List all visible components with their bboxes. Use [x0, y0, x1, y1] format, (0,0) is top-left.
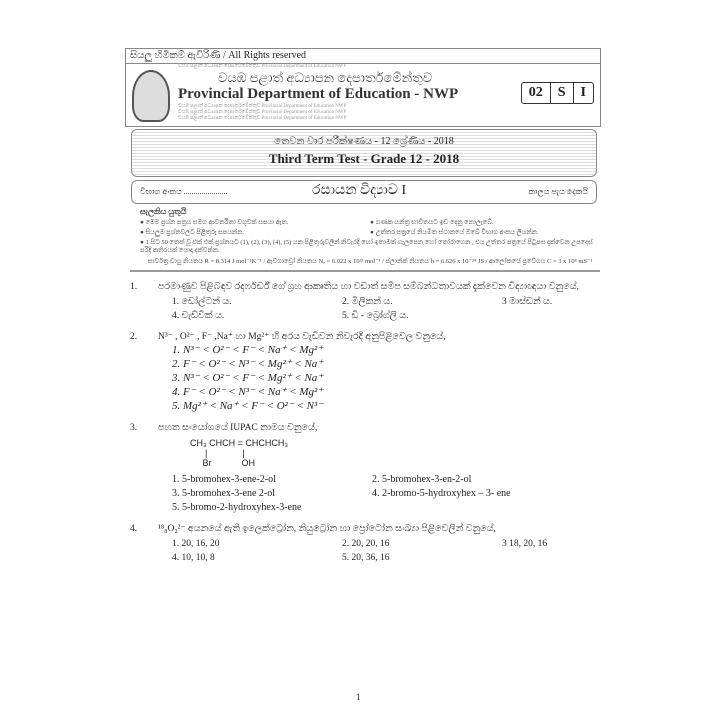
- instructions-heading: සැලකිය යුතුයි: [140, 207, 187, 216]
- rights-notice: සියලු හිමිකම් ඇවිරිණි / All Rights reserved: [125, 48, 601, 64]
- question-3: 3. පහත සංයෝගයේ IUPAC නාමය වනුයේ, CH₃ CHCH = CHCHCH₃ | | Br OH 1. 5-bromohex-3-ene-2-ol 2. 5-bromohex-3-en-2-ol 3. 5-bromohex-3-ene 2-ol 4. 2-bromo-5-hydroxyhex – 3- ene 5. 5-bromo-2-hydroxyhex-3-ene: [130, 422, 600, 514]
- option: 2. මිලිකන් ය.: [342, 297, 393, 307]
- option: 1. 20, 16, 20: [172, 539, 220, 549]
- option: 5. 5-bromo-2-hydroxyhex-3-ene: [172, 502, 302, 513]
- time-allowed: කාලය පැය දෙකයි: [528, 187, 588, 196]
- option: 2. 5-bromohex-3-en-2-ol: [372, 474, 472, 485]
- paper-code: [521, 82, 594, 104]
- question-4: 4. ¹⁸₈O₂²⁻ අයනයේ ඇති ඉලෙක්ට්‍රෝන, නියුට්‍රෝන හා ප්‍රෝටෝන සංඛ්‍යා පිළිවෙලින් වනුයේ, 1. 20, 16, 20 2. 20, 20, 16 3 18, 20, 16 4. 10, 10, 8 5. 20, 36, 16: [130, 523, 600, 564]
- question-text: ¹⁸₈O₂²⁻ අයනයේ ඇති ඉලෙක්ට්‍රෝන, නියුට්‍රෝන හා ප්‍රෝටෝන සංඛ්‍යා පිළිවෙලින් වනුයේ,: [158, 524, 496, 534]
- instruction: 1 සිට 50 තෙක් වූ එක් එක් ප්‍රශ්නයට (1), (2), (3), (4), (5) යන පිළිතුරුවලින් නිවැරදි හෝ ඉතාමත් ගැලපෙන හෝ තෝරාගෙන , එය උත්තර පත්‍රයේ පිටුපස දැක්වෙන උපදෙස් පරිදි කතිරයක් යොදා දක්වන්න.: [140, 239, 593, 254]
- option: 5. ඩි - බ්‍රෝග්ලි ය.: [342, 311, 409, 321]
- chemical-structure: CH₃ CHCH = CHCHCH₃ | | Br OH: [190, 438, 289, 468]
- code-part: S: [550, 83, 573, 103]
- term-title: Third Term Test - Grade 12 - 2018: [268, 151, 460, 166]
- instruction: උත්තර පත්‍රයේ නියමිත ස්ථානයේ ඔබේ විභාග අංකය ලියන්න.: [375, 229, 539, 236]
- code-part: 02: [528, 85, 543, 100]
- option: 4. F⁻ < O²⁻ < N³⁻ < Na⁺ < Mg²⁺: [172, 386, 324, 398]
- watermark: වයඹ පළාත් අධ්‍යාපන දෙපාර්තමේන්තුව Provincial Department of Education NWP: [178, 110, 347, 115]
- term-title-sinhala: තෙවන වාර පරීක්ෂණය - 12 ශ්‍රේණිය - 2018: [274, 136, 454, 147]
- index-number-field: විභාග අංකය ......................: [140, 187, 228, 196]
- option: 1. 5-bromohex-3-ene-2-ol: [172, 474, 276, 485]
- instructions: සැලකිය යුතුයි ● මෙම ප්‍රශ්න පත්‍රය සමග ආවර්තිතා වගුවක් සපයා ඇත. ● ගණක යන්ත්‍ර භාවිතයට ඉඩ දෙනු නොලැබේ. ● සියලුම ප්‍රශ්නවලට පිළිතුරු සපයන්න. ● උත්තර පත්‍රයේ නියමිත ස්ථානයේ ඔබේ විභාග අංකය ලියන්න. ● 1 සිට 50 තෙක් වූ එක් එක් ප්‍රශ්නයට (1), (2), (3), (4), (5) යන පිළිතුරුවලින් නිවැරදි හෝ ඉතාමත් ගැලපෙන හෝ තෝරාගෙන , එය උත්තර පත්‍රයේ පිටුපස දැක්වෙන උපදෙස් පරිදි කතිරයක් යොදා දක්වන්න. සාර්වත්‍ර වායු නියතය R = 8.314 J mol⁻¹K⁻¹ / ඇවගාඩ්‍රෝ නියතය Nₐ = 6.022 x 10²³ mol⁻¹ / ප්ලාන්ක් නියතය h = 6.626 x 10⁻³⁴ JS / ආලෝකයේ ප්‍රවේගය C = 3 x 10⁸ mS⁻¹: [130, 207, 600, 272]
- subject-box: [131, 180, 597, 204]
- instruction: ගණක යන්ත්‍ර භාවිතයට ඉඩ දෙනු නොලැබේ.: [375, 219, 494, 226]
- main-content: [130, 207, 600, 564]
- option: 1. ඩෝල්ටන් ය.: [172, 297, 232, 307]
- option: 3. 5-bromohex-3-ene 2-ol: [172, 488, 276, 499]
- department-title-sinhala: වයඹ පළාත් අධ්‍යාපන දෙපාර්තමේන්තුව: [218, 70, 433, 85]
- constants: සාර්වත්‍ර වායු නියතය R = 8.314 J mol⁻¹K⁻¹ / ඇවගාඩ්‍රෝ නියතය Nₐ = 6.022 x 10²³ mol⁻¹ / ප්ලාන්ක් නියතය h = 6.626 x 10⁻³⁴ JS / ආලෝකයේ ප්‍රවේගය C = 3 x 10⁸ mS⁻¹: [147, 258, 593, 265]
- code-part: I: [573, 83, 593, 103]
- option: 4. 2-bromo-5-hydroxyhex – 3- ene: [372, 488, 511, 499]
- header-titles: [178, 64, 498, 122]
- question-text: පහත සංයෝගයේ IUPAC නාමය වනුයේ,: [158, 423, 318, 433]
- watermark: වයඹ පළාත් අධ්‍යාපන දෙපාර්තමේන්තුව Provincial Department of Education NWP: [178, 64, 347, 69]
- instruction: සියලුම ප්‍රශ්නවලට පිළිතුරු සපයන්න.: [145, 229, 245, 236]
- question-2: 2. N³⁻ , O²⁻ , F⁻ ,Na⁺ හා Mg²⁺ හි අරය වැඩිවන නිවැරදි අනුපිළිවෙල වනුයේ, 1. N³⁻ < O²⁻ < F⁻ < Na⁺ < Mg²⁺ 2. F⁻ < O²⁻ < N³⁻ < Mg²⁺ < Na⁺ 3. N³⁻ < O²⁻ < F⁻ < Mg²⁺ < Na⁺ 4. F⁻ < O²⁻ < N³⁻ < Na⁺ < Mg²⁺ 5. Mg²⁺ < Na⁺ < F⁻ < O²⁻ < N³⁻: [130, 331, 600, 413]
- subject-name: රසායන විද්‍යාව I: [312, 183, 407, 198]
- header-banner: [125, 63, 601, 127]
- instruction: මෙම ප්‍රශ්න පත්‍රය සමග ආවර්තිතා වගුවක් සපයා ඇත.: [145, 219, 289, 226]
- option: 4. චැඩ්වික් ය.: [172, 311, 225, 321]
- department-title: Provincial Department of Education - NWP: [178, 86, 459, 102]
- option: 3. N³⁻ < O²⁻ < F⁻ < Mg²⁺ < Na⁺: [172, 372, 324, 384]
- question-1: 1. පරමාණුව පිළිබඳව රදර්ෆර්ඩ් ගේ ග්‍රහ ආකෘතිය හා වඩාත් සමීප සම්බන්ධතාවයක් දැක්වෙන විද්‍යාඥයා වනුයේ, 1. ඩෝල්ටන් ය. 2. මිලිකන් ය. 3 මාස්ඩන් ය. 4. චැඩ්වික් ය. 5. ඩි - බ්‍රෝග්ලි ය.: [130, 281, 600, 322]
- option: 2. 20, 20, 16: [342, 539, 390, 549]
- term-box: [131, 129, 597, 177]
- option: 5. Mg²⁺ < Na⁺ < F⁻ < O²⁻ < N³⁻: [172, 400, 324, 412]
- option: 5. 20, 36, 16: [342, 553, 390, 563]
- question-text: N³⁻ , O²⁻ , F⁻ ,Na⁺ හා Mg²⁺ හි අරය වැඩිවන නිවැරදි අනුපිළිවෙල වනුයේ,: [158, 332, 446, 342]
- page-number: 1: [356, 692, 361, 702]
- watermark: වයඹ පළාත් අධ්‍යාපන දෙපාර්තමේන්තුව Provincial Department of Education NWP: [178, 116, 347, 121]
- watermark: වයඹ පළාත් අධ්‍යාපන දෙපාර්තමේන්තුව Provincial Department of Education NWP: [178, 104, 347, 109]
- option: 2. F⁻ < O²⁻ < N³⁻ < Mg²⁺ < Na⁺: [172, 358, 324, 370]
- option: 4. 10, 10, 8: [172, 553, 215, 563]
- option: 3 මාස්ඩන් ය.: [502, 297, 553, 307]
- provincial-seal-logo: [132, 70, 170, 122]
- option: 1. N³⁻ < O²⁻ < F⁻ < Na⁺ < Mg²⁺: [172, 344, 324, 356]
- question-text: පරමාණුව පිළිබඳව රදර්ෆර්ඩ් ගේ ග්‍රහ ආකෘතිය හා වඩාත් සමීප සම්බන්ධතාවයක් දැක්වෙන විද්‍යාඥයා වනුයේ,: [158, 282, 579, 292]
- option: 3 18, 20, 16: [502, 539, 548, 549]
